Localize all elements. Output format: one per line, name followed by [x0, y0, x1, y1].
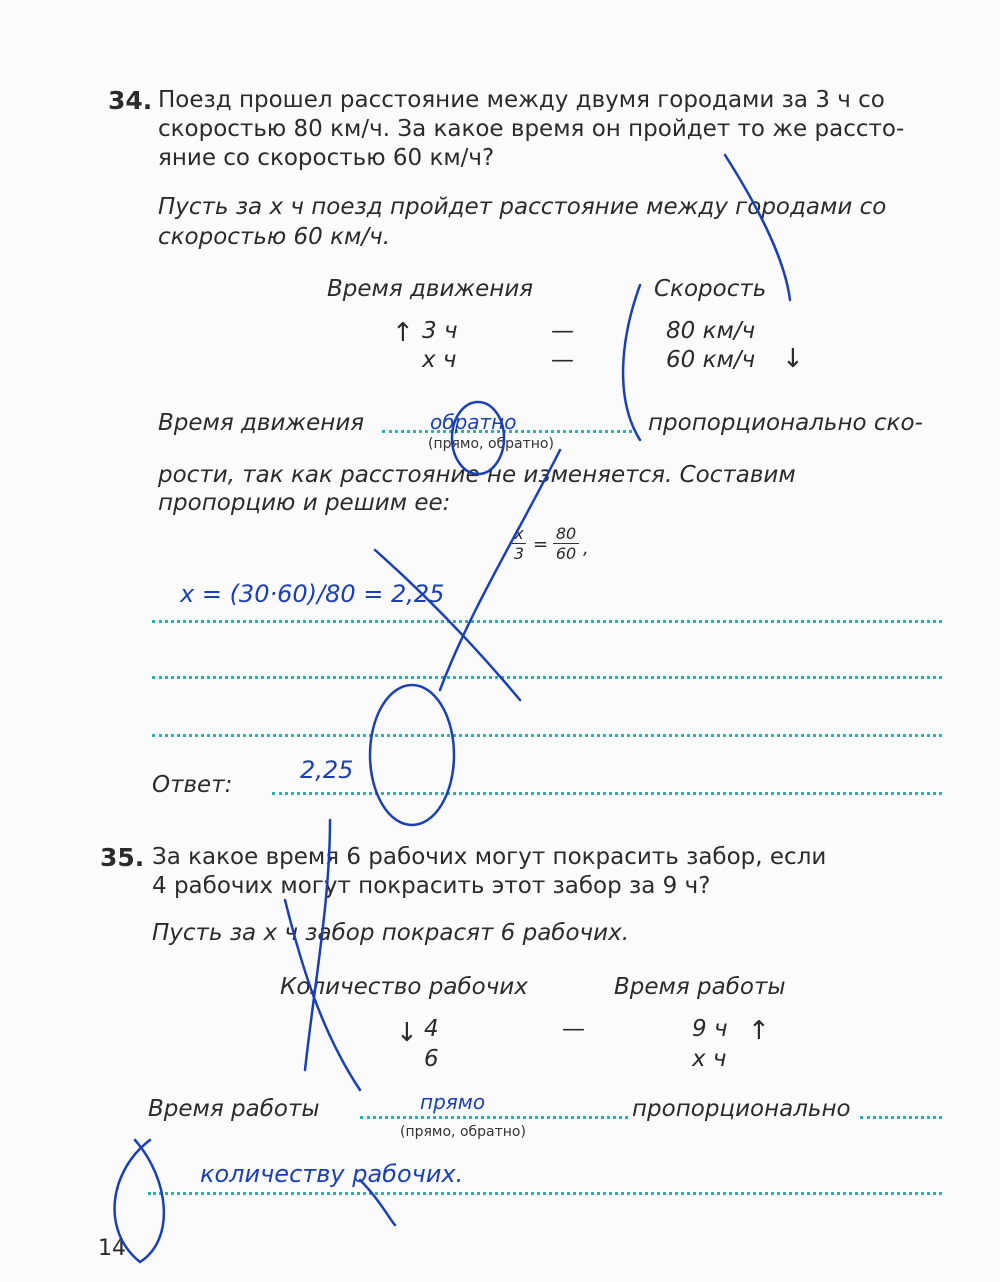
task-34-row2-left: x ч — [422, 347, 457, 373]
task-35-handwritten-word: прямо — [420, 1090, 486, 1114]
task-35-line-1: За какое время 6 рабочих могут покрасить забор, если — [152, 844, 827, 870]
task-34-row1-right: 80 км/ч — [666, 318, 756, 344]
task-34-line-2: скоростью 80 км/ч. За какое время он пройдет то же рассто- — [158, 116, 905, 142]
task-34-handwritten-solution: x = (30·60)/80 = 2,25 — [180, 580, 445, 608]
down-arrow-icon: ↓ — [396, 1018, 418, 1048]
task-34-answer-label: Ответ: — [152, 772, 233, 798]
task-35-answer-line-end[interactable] — [860, 1116, 942, 1119]
fraction-x: x 3 — [513, 524, 525, 563]
task-34-let-1: Пусть за x ч поезд пройдет расстояние между городами со — [158, 194, 887, 220]
task-34-handwritten-answer: 2,25 — [300, 756, 354, 784]
task-34-prop-end: пропорционально ско- — [648, 410, 923, 436]
task-34-col-time: Время движения — [327, 276, 534, 302]
task-34-row1-left: 3 ч — [422, 318, 458, 344]
task-35-handwritten-line: количеству рабочих. — [200, 1160, 464, 1188]
task-34-row2-right: 60 км/ч — [666, 347, 756, 373]
task-34-solution-line-3[interactable] — [152, 734, 942, 737]
task-34-hint: (прямо, обратно) — [428, 436, 554, 452]
task-34-row1-dash: — — [551, 318, 574, 344]
task-35-row2-left: 6 — [424, 1046, 439, 1072]
task-35-prop-end: пропорционально — [632, 1096, 851, 1122]
task-35-row2-right: x ч — [692, 1046, 727, 1072]
task-34-solution-line-2[interactable] — [152, 676, 942, 679]
task-35-row1-dash: — — [562, 1016, 585, 1042]
task-35-let: Пусть за x ч забор покрасят 6 рабочих. — [152, 920, 630, 946]
comma: , — [583, 538, 589, 559]
task-34-col-speed: Скорость — [654, 276, 767, 302]
task-35-row1-right: 9 ч — [692, 1016, 728, 1042]
task-34-line-3: яние со скоростью 60 км/ч? — [158, 145, 495, 171]
task-34-answer-field[interactable] — [272, 792, 942, 795]
task-34-number: 34. — [108, 86, 153, 115]
task-34-prop-cont-1: рости, так как расстояние не изменяется. Составим — [158, 462, 796, 488]
up-arrow-icon: ↑ — [748, 1016, 770, 1046]
task-35-line-2: 4 рабочих могут покрасить этот забор за 9 ч? — [152, 873, 711, 899]
task-34-row2-dash: — — [551, 347, 574, 373]
task-35-hint: (прямо, обратно) — [400, 1124, 526, 1140]
task-34-solution-line-1[interactable] — [152, 620, 942, 623]
task-35-answer-line[interactable] — [360, 1116, 628, 1119]
page-number: 14 — [98, 1236, 126, 1261]
down-arrow-icon: ↓ — [782, 344, 804, 374]
task-35-prop-start: Время работы — [148, 1096, 320, 1122]
up-arrow-icon: ↑ — [392, 318, 414, 348]
fraction-80-60: 80 60 — [553, 524, 579, 563]
equals-sign: = — [533, 534, 549, 555]
task-34-handwritten-word: обратно — [430, 410, 517, 434]
task-34-prop-start: Время движения — [158, 410, 365, 436]
task-34-line-1: Поезд прошел расстояние между двумя городами за 3 ч со — [158, 87, 885, 113]
task-35-row1-left: 4 — [424, 1016, 439, 1042]
task-35-number: 35. — [100, 843, 145, 872]
task-34-let-2: скоростью 60 км/ч. — [158, 224, 391, 250]
task-35-col-worktime: Время работы — [614, 974, 786, 1000]
task-34-prop-cont-2: пропорцию и решим ее: — [158, 490, 451, 516]
task-35-solution-line[interactable] — [148, 1192, 942, 1195]
task-35-col-workers: Количество рабочих — [280, 974, 528, 1000]
